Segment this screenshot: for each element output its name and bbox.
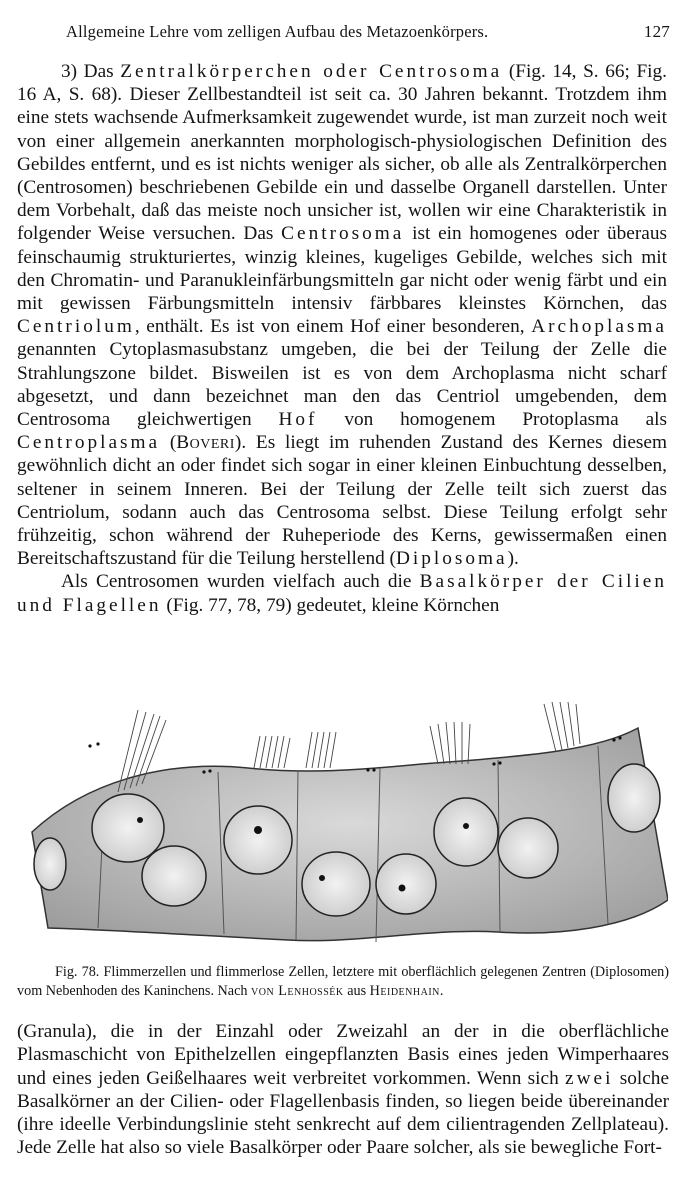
text-run: 3) Das [61, 61, 121, 82]
paragraph-granula [17, 1020, 669, 1160]
spaced-term: zwei [565, 1067, 614, 1089]
caption-text [17, 963, 669, 1001]
text-run: solche Basalkörner an der Cilien- oder Flagellenbasis finden, so liegen beide übereinander (ihre ideelle Verbindungslinie steht senkrecht auf dem cilientragenden Zellplateau). Jede Zelle hat also so viele Basalkörper oder Paare solcher, als sie bewegliche Fort- [17, 1067, 670, 1159]
text-run: (Granula), die in der Einzahl oder Zweizahl an der in die oberflächliche Plasmaschicht von Epithelzellen eingepflanzten Basis eines jeden Wimperhaares und eines jeden Geißelhaares weit verbreitet vorkommen. Wenn sich [17, 1021, 669, 1089]
continuation-text [17, 1020, 669, 1160]
caption-run: . [439, 983, 444, 999]
figure-caption [17, 963, 669, 1001]
author-name: Boveri [176, 432, 235, 454]
text-run: von homogenem Protoplasma als [317, 409, 667, 431]
text-run: (Fig. 77, 78, 79) gedeutet, kleine Körnchen [161, 594, 500, 616]
text-run: Als Centrosomen wurden vielfach auch die [61, 571, 420, 593]
spaced-term: Centriolum [17, 316, 135, 338]
caption-run: aus [343, 983, 370, 999]
text-run: , enthält. Es ist von einem Hof einer besonderen, [134, 316, 532, 338]
caption-run: Fig. 78. Flimmerzellen und flimmerlose Zellen, letztere mit oberflächlich gelegenen Zentren (Diplosomen) vom Nebenhoden des Kaninchens. Nach [17, 964, 669, 999]
main-text [17, 60, 667, 617]
text-run: genannten Cytoplasmasubstanz umgeben, die bei der Teilung der Zelle die Strahlungszone bildet. Bisweilen ist es von dem Archoplasma nicht scharf abgesetzt, und dann bezeichnet man den das Centriol umgebenden, dem Centrosoma gleichwertigen [17, 339, 667, 431]
spaced-term: Centroplasma [17, 432, 161, 454]
text-run: ). [507, 548, 519, 570]
text-run: ( [160, 432, 177, 454]
spaced-term: Centrosoma [281, 223, 405, 245]
paragraph-centrosoma [17, 60, 667, 570]
text-run: ). Es liegt im ruhenden Zustand des Kernes diesem gewöhnlich dicht an oder findet sich sogar in einer kleinen Einbuchtung desselben, seltener in seinem Inneren. Bei der Teilung der Zelle teilt sich zuerst das Centriolum, sodann auch das Centrosoma selbst. Diese Teilung erfolgt sehr frühzeitig, schon während der Ruheperiode des Kerns, gewissermaßen einen Bereitschaftszustand für die Teilung herstellend ( [17, 432, 667, 570]
spaced-term: Diplosoma [395, 548, 508, 570]
caption-author: Heidenhain [369, 983, 440, 999]
spaced-term: Zentralkörperchen oder Centrosoma [120, 61, 503, 82]
paragraph-basalkoerper [17, 570, 667, 616]
spaced-term: Archoplasma [531, 316, 667, 338]
text-run: (Fig. 14, S. 66; Fig. 16 A, S. 68). Dieser Zellbestandteil ist seit ca. 30 Jahren bekannt. Trotzdem ihm eine stets wachsende Aufmerksamkeit zugewendet wurde, ist man zurzeit noch weit von einer allgemein anerkannten morphologisch-physiologischen Definition des Gebildes entfernt, und es ist nichts weniger als sicher, ob alle als Zentralkörperchen (Centrosomen) beschriebenen Gebilde ein und dasselbe Organell darstellen. Unter dem Vorbehalt, daß das meiste noch unsicher ist, wollen wir eine Charakteristik in folgender Weise versuchen. Das [17, 61, 667, 245]
page-number: 127 [643, 22, 670, 41]
figure-78-illustration [28, 700, 668, 948]
spaced-term: Hof [278, 409, 318, 431]
epithelium-drawing [28, 700, 668, 948]
running-title: Allgemeine Lehre vom zelligen Aufbau des Metazoenkörpers. [66, 22, 489, 41]
running-header [66, 22, 670, 42]
caption-author: von Lenhossék [251, 983, 344, 999]
spaced-term: Basalkörper der Cilien und Flagellen [17, 571, 667, 616]
text-run: ist ein homogenes oder überaus feinschaumig strukturiertes, winzig kleines, kugeliges Gebilde, welches sich mit den Chromatin- und Paranukleinfärbungsmitteln gar nicht oder wenig färbt und ein mit gewissen Färbungsmitteln intensiv färbbares kleinstes Körnchen, das [17, 223, 667, 315]
